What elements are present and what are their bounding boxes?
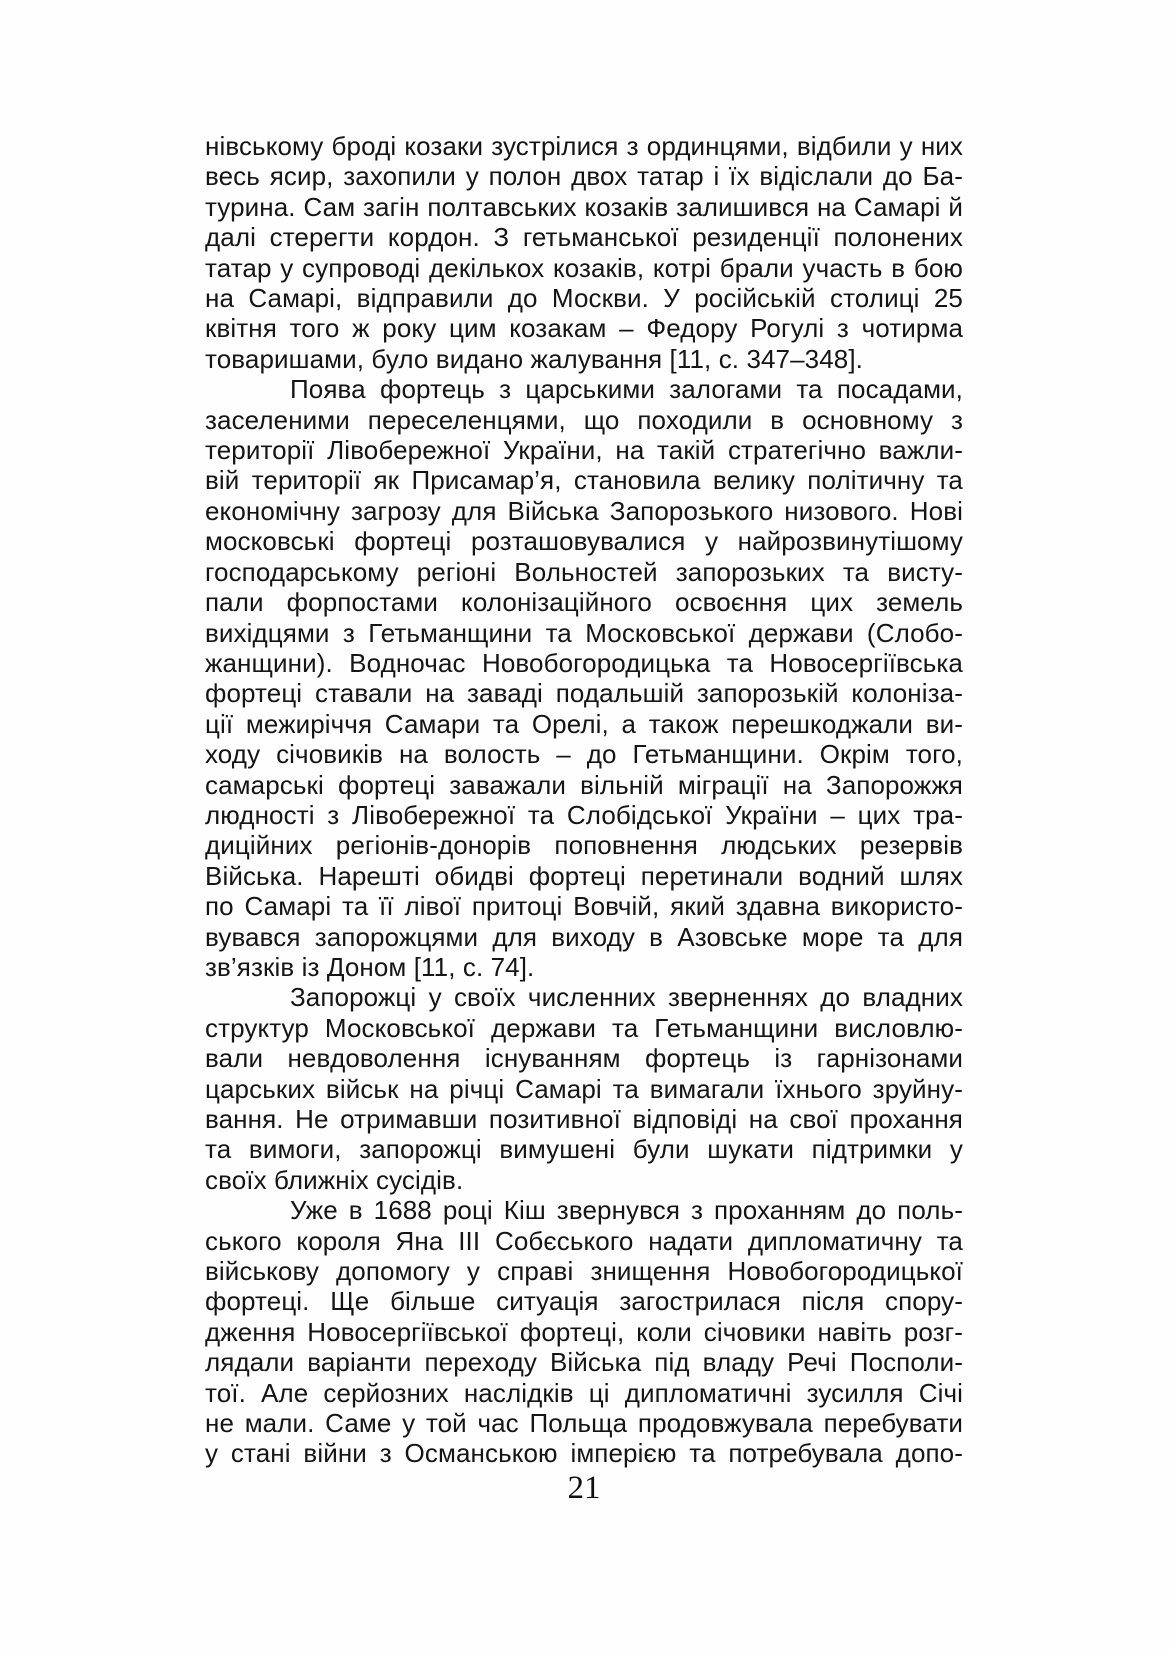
text-line: не мали. Саме у той час Польща продовжувала перебувати bbox=[205, 1408, 963, 1439]
text-line: лядали варіанти переходу Війська під владу Речі Посполи- bbox=[205, 1347, 963, 1378]
text-line: вувався запорожцями для виходу в Азовське море та для bbox=[205, 921, 963, 952]
text-line: товаришами, було видано жалування [11, с. 347–348]. bbox=[205, 343, 864, 374]
text-line: зв’язків із Доном [11, с. 74]. bbox=[205, 951, 535, 982]
text-line: самарські фортеці заважали вільній міграції на Запорожжя bbox=[205, 769, 963, 800]
text-line: тої. Але серйозних наслідків ці дипломатичні зусилля Січі bbox=[205, 1377, 963, 1408]
text-line: весь ясир, захопили у полон двох татар і їх відіслали до Ба- bbox=[205, 161, 963, 192]
text-line: дження Новосергіївської фортеці, коли січовики навіть розг- bbox=[205, 1316, 963, 1347]
text-line: московські фортеці розташовувалися у найрозвинутішому bbox=[205, 526, 963, 557]
text-line: людності з Лівобережної та Слобідської України – цих тра- bbox=[205, 799, 963, 830]
text-line: ції межиріччя Самари та Орелі, а також перешкоджали ви- bbox=[205, 708, 963, 739]
text-line: пали форпостами колонізаційного освоєння цих земель bbox=[205, 587, 963, 618]
text-line: квітня того ж року цим козакам – Федору Рогулі з чотирма bbox=[205, 313, 963, 344]
text-line: нівському броді козаки зустрілися з ординцями, відбили у них bbox=[205, 131, 963, 161]
text-line: фортеці. Ще більше ситуація загострилася після спору- bbox=[205, 1286, 963, 1317]
text-line: турина. Сам загін полтавських козаків залишився на Самарі й bbox=[205, 191, 963, 222]
text-line: Війська. Нарешті обидві фортеці перетинали водний шлях bbox=[205, 860, 963, 891]
text-line: ського короля Яна III Собєського надати дипломатичну та bbox=[205, 1225, 963, 1256]
text-line: у стані війни з Османською імперією та потребувала допо- bbox=[205, 1438, 963, 1469]
text-line: диційних регіонів-донорів поповнення людських резервів bbox=[205, 830, 963, 861]
text-line: жанщини). Водночас Новобогородицька та Новосергіївська bbox=[205, 647, 963, 678]
text-line: вій території як Присамар’я, становила велику політичну та bbox=[205, 465, 963, 496]
text-line: царських військ на річці Самарі та вимагали їхнього зруйну- bbox=[205, 1073, 963, 1104]
text-line: вихідцями з Гетьманщини та Московської держави (Слобо- bbox=[205, 617, 963, 648]
text-line: ходу січовиків на волость – до Гетьманщини. Окрім того, bbox=[205, 739, 963, 770]
text-line: заселеними переселенцями, що походили в основному з bbox=[205, 404, 963, 435]
text-line: Запорожці у своїх численних зверненнях до владних bbox=[290, 982, 963, 1013]
text-line: військову допомогу у справі знищення Новобогородицької bbox=[205, 1256, 963, 1287]
body-text bbox=[205, 131, 963, 1469]
text-line: економічну загрозу для Війська Запорозького низового. Нові bbox=[205, 495, 963, 526]
text-line: структур Московської держави та Гетьманщини висловлю- bbox=[205, 1012, 963, 1043]
text-line: своїх ближніх сусідів. bbox=[205, 1164, 464, 1195]
text-line: вання. Не отримавши позитивної відповіді на свої прохання bbox=[205, 1104, 963, 1134]
paragraph bbox=[205, 1195, 963, 1469]
text-line: далі стерегти кордон. З гетьманської резиденції полонених bbox=[205, 222, 963, 253]
text-line: Уже в 1688 році Кіш звернувся з проханням до поль- bbox=[290, 1195, 963, 1226]
text-line: вали невдоволення існуванням фортець із гарнізонами bbox=[205, 1043, 963, 1074]
text-line: на Самарі, відправили до Москви. У російській столиці 25 bbox=[205, 283, 963, 314]
text-line: території Лівобережної України, на такій стратегічно важли- bbox=[205, 435, 963, 466]
paragraph bbox=[205, 374, 963, 982]
text-line: Поява фортець з царськими залогами та посадами, bbox=[290, 374, 963, 405]
paragraph bbox=[205, 131, 963, 374]
text-line: та вимоги, запорожці вимушені були шукати підтримки у bbox=[205, 1134, 963, 1165]
text-line: татар у супроводі декількох козаків, котрі брали участь в бою bbox=[205, 252, 963, 283]
text-line: фортеці ставали на заваді подальшій запорозькій колоніза- bbox=[205, 678, 963, 709]
text-line: по Самарі та її лівої притоці Вовчій, який здавна використо- bbox=[205, 891, 963, 922]
page-number: 21 bbox=[567, 1470, 601, 1506]
paragraph bbox=[205, 982, 963, 1195]
text-line: господарському регіоні Вольностей запорозьких та висту- bbox=[205, 556, 963, 587]
